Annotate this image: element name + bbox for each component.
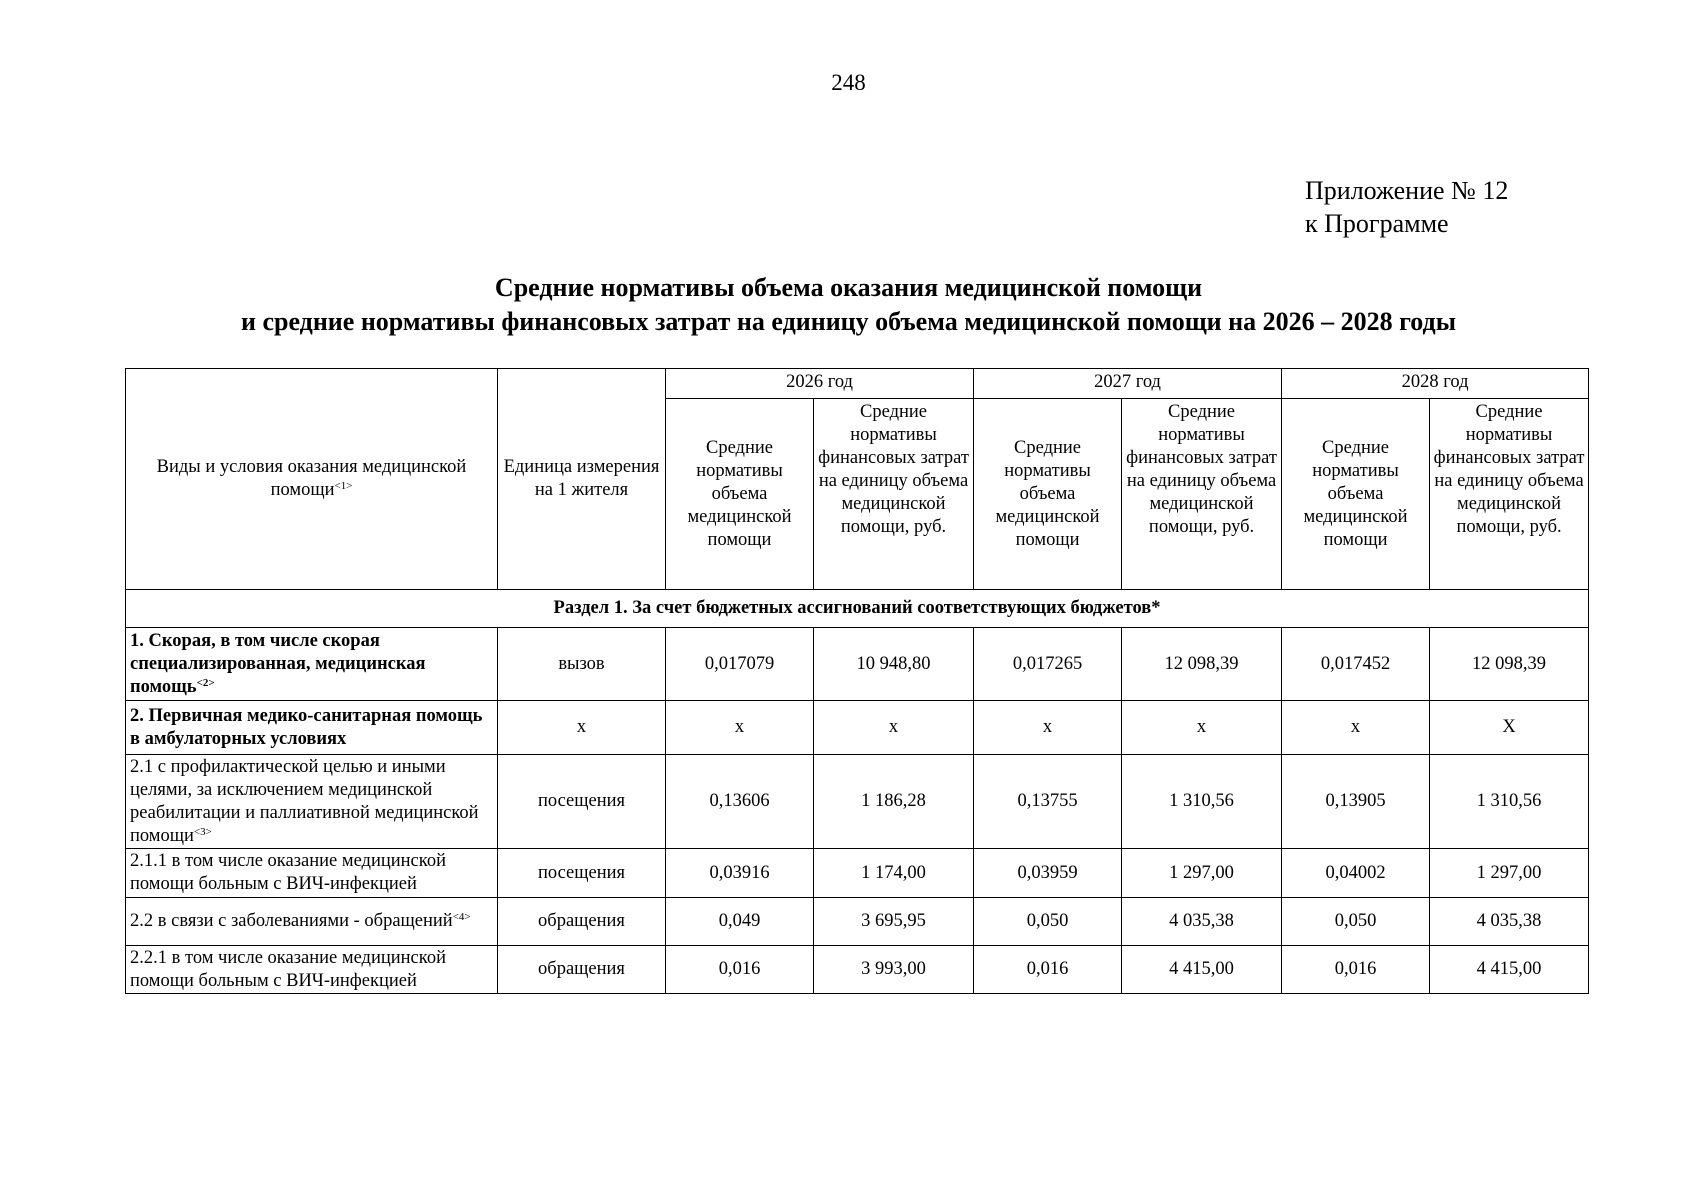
volume-2028: 0,016 <box>1282 946 1430 994</box>
cost-2026: 1 186,28 <box>814 755 974 849</box>
appendix-number: Приложение № 12 <box>1305 176 1509 205</box>
row-name: 2.2 в связи с заболеваниями - обращений$^{<4>}$ <box>126 898 498 946</box>
row-name: 2.1.1 в том числе оказание медицинской помощи больным с ВИЧ-инфекцией <box>126 849 498 898</box>
cost-2027: 1 297,00 <box>1122 849 1282 898</box>
header-volume-2027: Средние нормативы объема медицинской помощи <box>974 399 1122 590</box>
page-number: 248 <box>831 70 866 95</box>
title-line-2: и средние нормативы финансовых затрат на единицу объема медицинской помощи на 2026 – 2028 годы <box>240 307 1457 336</box>
volume-2027: 0,13755 <box>974 755 1122 849</box>
table-row <box>126 849 1589 898</box>
norms-table <box>125 368 1589 994</box>
row-unit: посещения <box>498 755 666 849</box>
table-row <box>126 628 1589 701</box>
footnote-4: <4> <box>452 911 471 923</box>
volume-2028: 0,017452 <box>1282 628 1430 701</box>
cost-2028: 1 297,00 <box>1430 849 1589 898</box>
cost-2027: 12 098,39 <box>1122 628 1282 701</box>
cost-2028: 4 415,00 <box>1430 946 1589 994</box>
header-year-2026: 2026 год <box>666 369 974 399</box>
volume-2026: 0,049 <box>666 898 814 946</box>
row-unit: х <box>498 701 666 755</box>
volume-2026: 0,016 <box>666 946 814 994</box>
row-name: 2.2.1 в том числе оказание медицинской помощи больным с ВИЧ-инфекцией <box>126 946 498 994</box>
row-name: 2. Первичная медико-санитарная помощь в амбулаторных условиях <box>126 701 498 755</box>
volume-2026: 0,017079 <box>666 628 814 701</box>
volume-2027: 0,03959 <box>974 849 1122 898</box>
volume-2028: 0,13905 <box>1282 755 1430 849</box>
header-unit: Единица измерения на 1 жителя <box>498 369 666 590</box>
header-year-2027: 2027 год <box>974 369 1282 399</box>
volume-2026: 0,03916 <box>666 849 814 898</box>
volume-2028: х <box>1282 701 1430 755</box>
appendix-program: к Программе <box>1305 209 1449 238</box>
row-unit: обращения <box>498 946 666 994</box>
cost-2028: 1 310,56 <box>1430 755 1589 849</box>
title-line-1: Средние нормативы объема оказания медицинской помощи <box>494 273 1203 302</box>
cost-2026: 10 948,80 <box>814 628 974 701</box>
cost-2027: х <box>1122 701 1282 755</box>
row-unit: посещения <box>498 849 666 898</box>
table-row <box>126 701 1589 755</box>
row-name: 1. Скорая, в том числе скорая специализированная, медицинская помощь$^{<2>}$ <box>126 628 498 701</box>
cost-2026: 3 993,00 <box>814 946 974 994</box>
cost-2027: 4 415,00 <box>1122 946 1282 994</box>
cost-2028: 12 098,39 <box>1430 628 1589 701</box>
cost-2026: 1 174,00 <box>814 849 974 898</box>
footnote-2: <2> <box>196 676 215 689</box>
section-1-heading: Раздел 1. За счет бюджетных ассигнований соответствующих бюджетов* <box>126 590 1589 628</box>
header-year-2028: 2028 год <box>1282 369 1589 399</box>
volume-2027: 0,050 <box>974 898 1122 946</box>
header-volume-2028: Средние нормативы объема медицинской помощи <box>1282 399 1430 590</box>
section-row <box>126 590 1589 628</box>
header-cost-2027: Средние нормативы финансовых затрат на единицу объема медицинской помощи, руб. <box>1122 399 1282 590</box>
cost-2028: Х <box>1430 701 1589 755</box>
cost-2026: х <box>814 701 974 755</box>
volume-2027: 0,017265 <box>974 628 1122 701</box>
volume-2027: х <box>974 701 1122 755</box>
appendix-reference <box>1305 174 1508 240</box>
volume-2026: х <box>666 701 814 755</box>
cost-2026: 3 695,95 <box>814 898 974 946</box>
cost-2028: 4 035,38 <box>1430 898 1589 946</box>
table-row <box>126 946 1589 994</box>
table-row <box>126 898 1589 946</box>
header-row-years <box>126 369 1589 399</box>
volume-2028: 0,04002 <box>1282 849 1430 898</box>
document-title <box>0 271 1697 339</box>
cost-2027: 4 035,38 <box>1122 898 1282 946</box>
volume-2027: 0,016 <box>974 946 1122 994</box>
header-cost-2026: Средние нормативы финансовых затрат на единицу объема медицинской помощи, руб. <box>814 399 974 590</box>
volume-2028: 0,050 <box>1282 898 1430 946</box>
row-name: 2.1 с профилактической целью и иными целями, за исключением медицинской реабилитации и паллиативной медицинской помощи$^{<3>}$ <box>126 755 498 849</box>
volume-2026: 0,13606 <box>666 755 814 849</box>
footnote-1: <1> <box>334 480 353 492</box>
row-unit: обращения <box>498 898 666 946</box>
row-unit: вызов <box>498 628 666 701</box>
footnote-3: <3> <box>193 825 212 838</box>
header-volume-2026: Средние нормативы объема медицинской помощи <box>666 399 814 590</box>
cost-2027: 1 310,56 <box>1122 755 1282 849</box>
table-row <box>126 755 1589 849</box>
header-type: Виды и условия оказания медицинской помощи$^{<1>}$ <box>126 369 498 590</box>
header-cost-2028: Средние нормативы финансовых затрат на единицу объема медицинской помощи, руб. <box>1430 399 1589 590</box>
